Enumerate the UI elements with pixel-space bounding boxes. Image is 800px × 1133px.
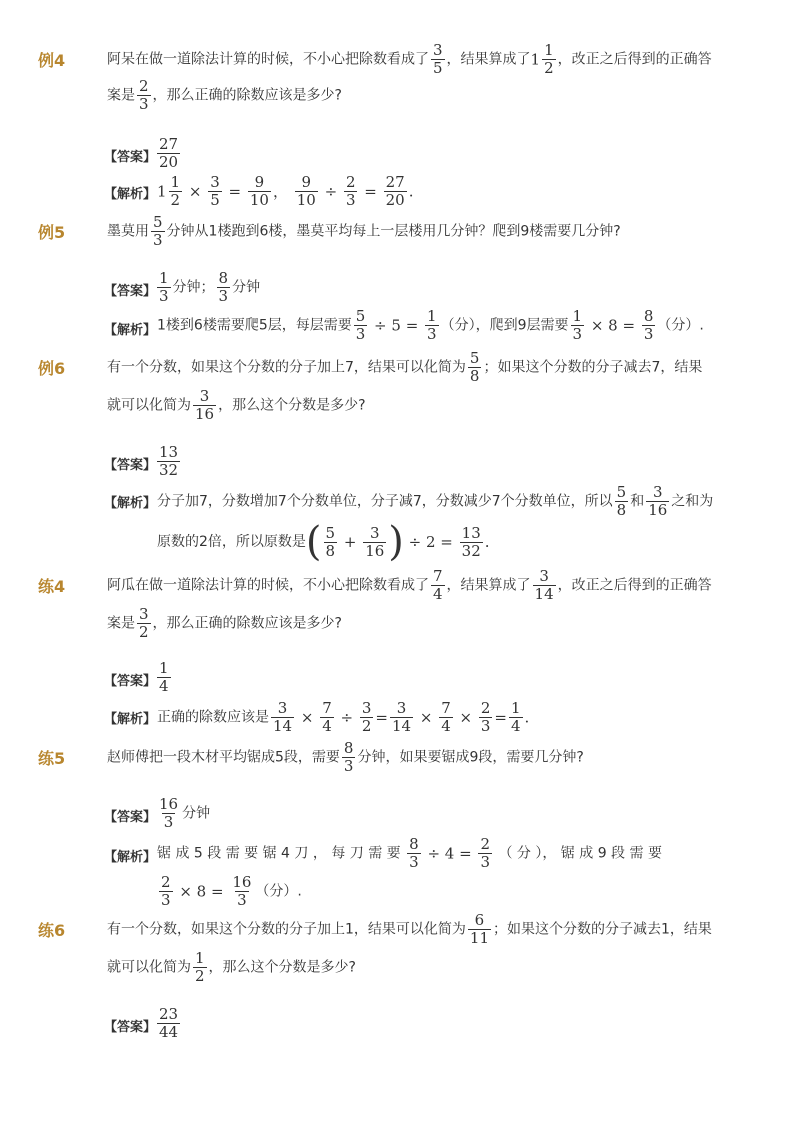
question-line-1: 阿瓜在做一道除法计算的时候，不小心把除数看成了 $\frac{7}{4}$ ，结果算成了 $\frac{3}{14}$ ，改正之后得到的正确答 xyxy=(107,567,712,603)
problem-tag: 例5 xyxy=(38,223,66,242)
question-line-1: 有一个分数，如果这个分数的分子加上7，结果可以化简为 $\frac{5}{8}$ ；如果这个分数的分子减去7，结果 xyxy=(107,349,703,385)
solution-line-2: 原数的2倍，所以原数是( $\frac{5}{8}$ + $\frac{3}{16}$ ) ÷ 2 = $\frac{13}{32}$ . xyxy=(157,519,490,565)
solution-line-1: 锯 成 5 段 需 要 锯 4 刀 ， 每 刀 需 要 $\frac{8}{3}$ ÷ 4 = $\frac{2}{3}$ （ 分 ）， 锯 成 9 段 需 要 xyxy=(157,835,662,871)
solution-line: 1楼到6楼需要爬5层，每层需要 $\frac{5}{3}$ ÷ 5 = $\frac{1}{3}$ （分），爬到9层需要 $\frac{1}{3}$ × 8 = $\frac{8}{3}$ （分）. xyxy=(157,307,704,343)
question-line-2: 案是 $\frac{3}{2}$ ，那么正确的除数应该是多少? xyxy=(107,605,342,641)
question-line-1: 阿呆在做一道除法计算的时候，不小心把除数看成了 $\frac{3}{5}$ ，结果算成了1 $\frac{1}{2}$ ，改正之后得到的正确答 xyxy=(107,41,712,77)
answer-label: 【答案】 xyxy=(104,674,157,689)
answer-label: 【答案】 xyxy=(104,458,157,473)
problem-tag: 例4 xyxy=(38,51,66,70)
fraction: $\frac{3}{5}$ xyxy=(433,41,443,77)
fraction: $\frac{2}{3}$ xyxy=(139,77,149,113)
solution-line: 1 $\frac{1}{2}$ × $\frac{3}{5}$ = $\frac{9}{10}$ ， $\frac{9}{10}$ ÷ $\frac{2}{3}$ = $\frac{27}{20}$ . xyxy=(157,173,414,209)
answer-value: $\frac{1}{3}$ 分钟； $\frac{8}{3}$ 分钟 xyxy=(159,269,261,305)
answer-value: $\frac{1}{4}$ xyxy=(159,659,169,695)
solution-label: 【解析】 xyxy=(104,187,157,202)
problem-tag: 例6 xyxy=(38,359,66,378)
solution-label: 【解析】 xyxy=(104,323,157,338)
solution-label: 【解析】 xyxy=(104,496,157,511)
question-line-1: 有一个分数，如果这个分数的分子加上1，结果可以化简为 $\frac{6}{11}$ ；如果这个分数的分子减去1，结果 xyxy=(107,911,712,947)
answer-value: $\frac{27}{20}$ xyxy=(159,135,179,171)
solution-line: 正确的除数应该是 $\frac{3}{14}$ × $\frac{7}{4}$ ÷ $\frac{3}{2}$ = $\frac{3}{14}$ × $\frac{7}{4}$ × $\frac{2}{3}$ = $\frac{1}{4}$ . xyxy=(157,699,530,735)
answer-label: 【答案】 xyxy=(104,284,157,299)
question-line-2: 案是 $\frac{2}{3}$ ，那么正确的除数应该是多少? xyxy=(107,77,342,113)
answer-value: $\frac{23}{44}$ xyxy=(159,1005,179,1041)
question-line-2: 就可以化简为 $\frac{3}{16}$ ，那么这个分数是多少? xyxy=(107,387,366,423)
answer-label: 【答案】 xyxy=(104,1020,157,1035)
answer-value: $\frac{16}{3}$ 分钟 xyxy=(159,795,211,831)
solution-line-1: 分子加7，分数增加7个分数单位，分子减7，分数减少7个分数单位，所以 $\frac{5}{8}$ 和 $\frac{3}{16}$ 之和为 xyxy=(157,483,714,519)
solution-label: 【解析】 xyxy=(104,850,157,865)
solution-label: 【解析】 xyxy=(104,712,157,727)
problem-tag: 练5 xyxy=(38,749,66,768)
fraction: $\frac{1}{2}$ xyxy=(544,41,554,77)
question-line-1: 墨莫用 $\frac{5}{3}$ 分钟从1楼跑到6楼，墨莫平均每上一层楼用几分钟？爬到9楼需要几分钟? xyxy=(107,213,621,249)
solution-line-2: $\frac{2}{3}$ × 8 = $\frac{16}{3}$ （分）. xyxy=(161,873,302,909)
question-line-2: 就可以化简为 $\frac{1}{2}$ ，那么这个分数是多少? xyxy=(107,949,356,985)
problem-tag: 练4 xyxy=(38,577,66,596)
answer-value: $\frac{13}{32}$ xyxy=(159,443,179,479)
question-line-1: 赵师傅把一段木材平均锯成5段，需要 $\frac{8}{3}$ 分钟，如果要锯成9段，需要几分钟? xyxy=(107,739,584,775)
answer-label: 【答案】 xyxy=(104,150,157,165)
answer-label: 【答案】 xyxy=(104,810,157,825)
problem-tag: 练6 xyxy=(38,921,66,940)
